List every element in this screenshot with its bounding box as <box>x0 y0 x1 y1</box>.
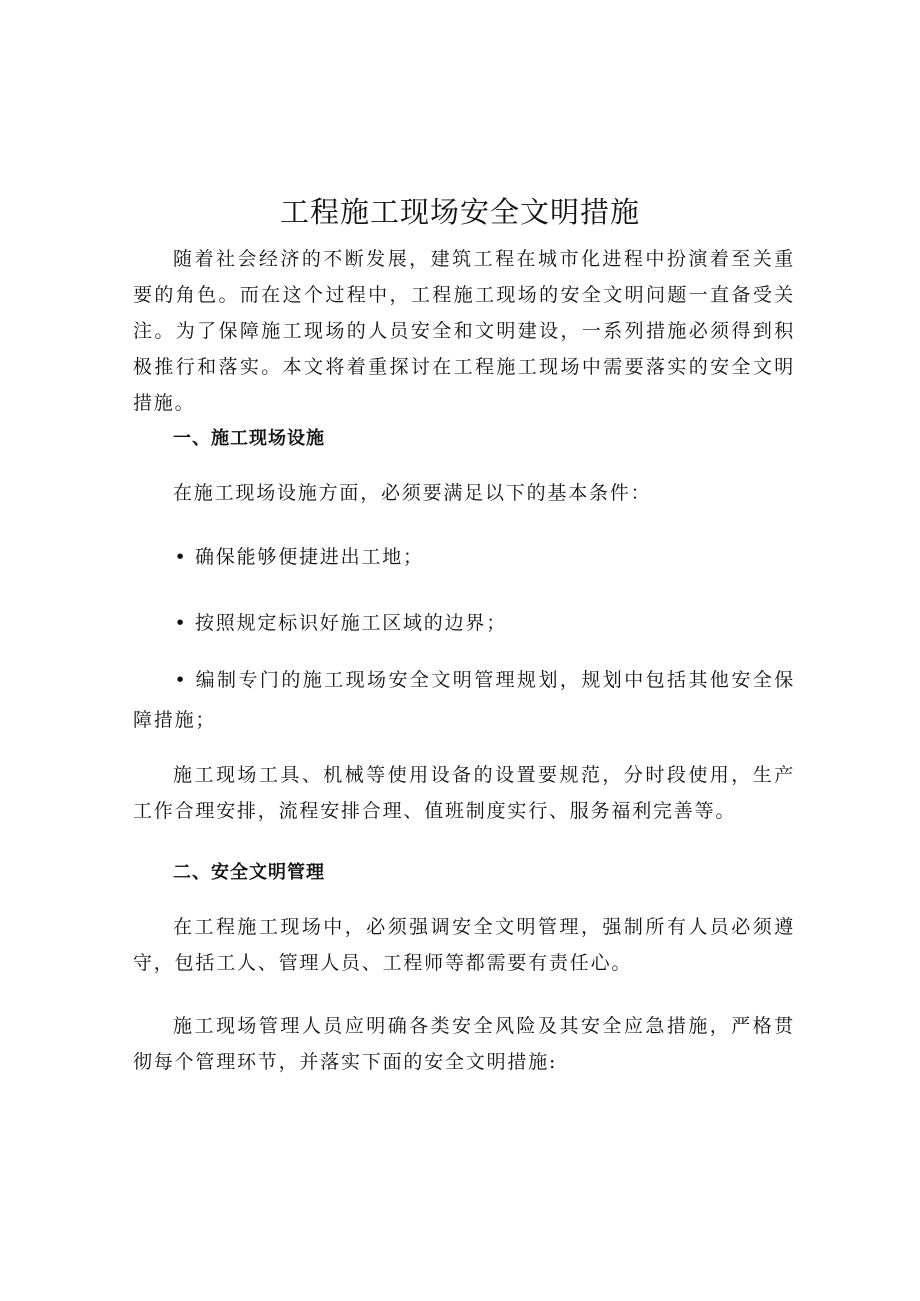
bullet-dot-icon: • <box>174 612 188 634</box>
section-2-paragraph-1: 在工程施工现场中，必须强调安全文明管理，强制所有人员必须遵守，包括工人、管理人员、工程师等都需要有责任心。 <box>133 916 795 974</box>
section-1-heading: 一、施工现场设施 <box>173 428 325 449</box>
intro-paragraph: 随着社会经济的不断发展，建筑工程在城市化进程中扮演着至关重要的角色。而在这个过程中，工程施工现场的安全文明问题一直备受关注。为了保障施工现场的人员安全和文明建设，一系列措施必须得到积极推行和落实。本文将着重探讨在工程施工现场中需要落实的安全文明措施。 <box>133 248 795 414</box>
bullet-text: 确保能够便捷进出工地； <box>195 546 424 568</box>
document-title: 工程施工现场安全文明措施 <box>279 195 640 229</box>
bullet-text: 按照规定标识好施工区域的边界； <box>195 612 508 634</box>
section-2-heading: 二、安全文明管理 <box>173 862 325 883</box>
bullet-dot-icon: • <box>174 546 188 568</box>
bullet-item <box>133 537 795 577</box>
section-2-paragraph-2: 施工现场管理人员应明确各类安全风险及其安全应急措施，严格贯彻每个管理环节，并落实下面的安全文明措施: <box>133 1015 795 1073</box>
bullet-item <box>133 660 795 740</box>
bullet-item <box>133 603 795 643</box>
bullet-dot-icon: • <box>174 669 188 691</box>
bullet-text: 编制专门的施工现场安全文明管理规划，规划中包括其他安全保障措施； <box>133 669 795 731</box>
section-1-lead: 在施工现场设施方面，必须要满足以下的基本条件： <box>173 482 652 504</box>
section-1-paragraph: 施工现场工具、机械等使用设备的设置要规范，分时段使用，生产工作合理安排，流程安排合理、值班制度实行、服务福利完善等。 <box>133 764 795 822</box>
